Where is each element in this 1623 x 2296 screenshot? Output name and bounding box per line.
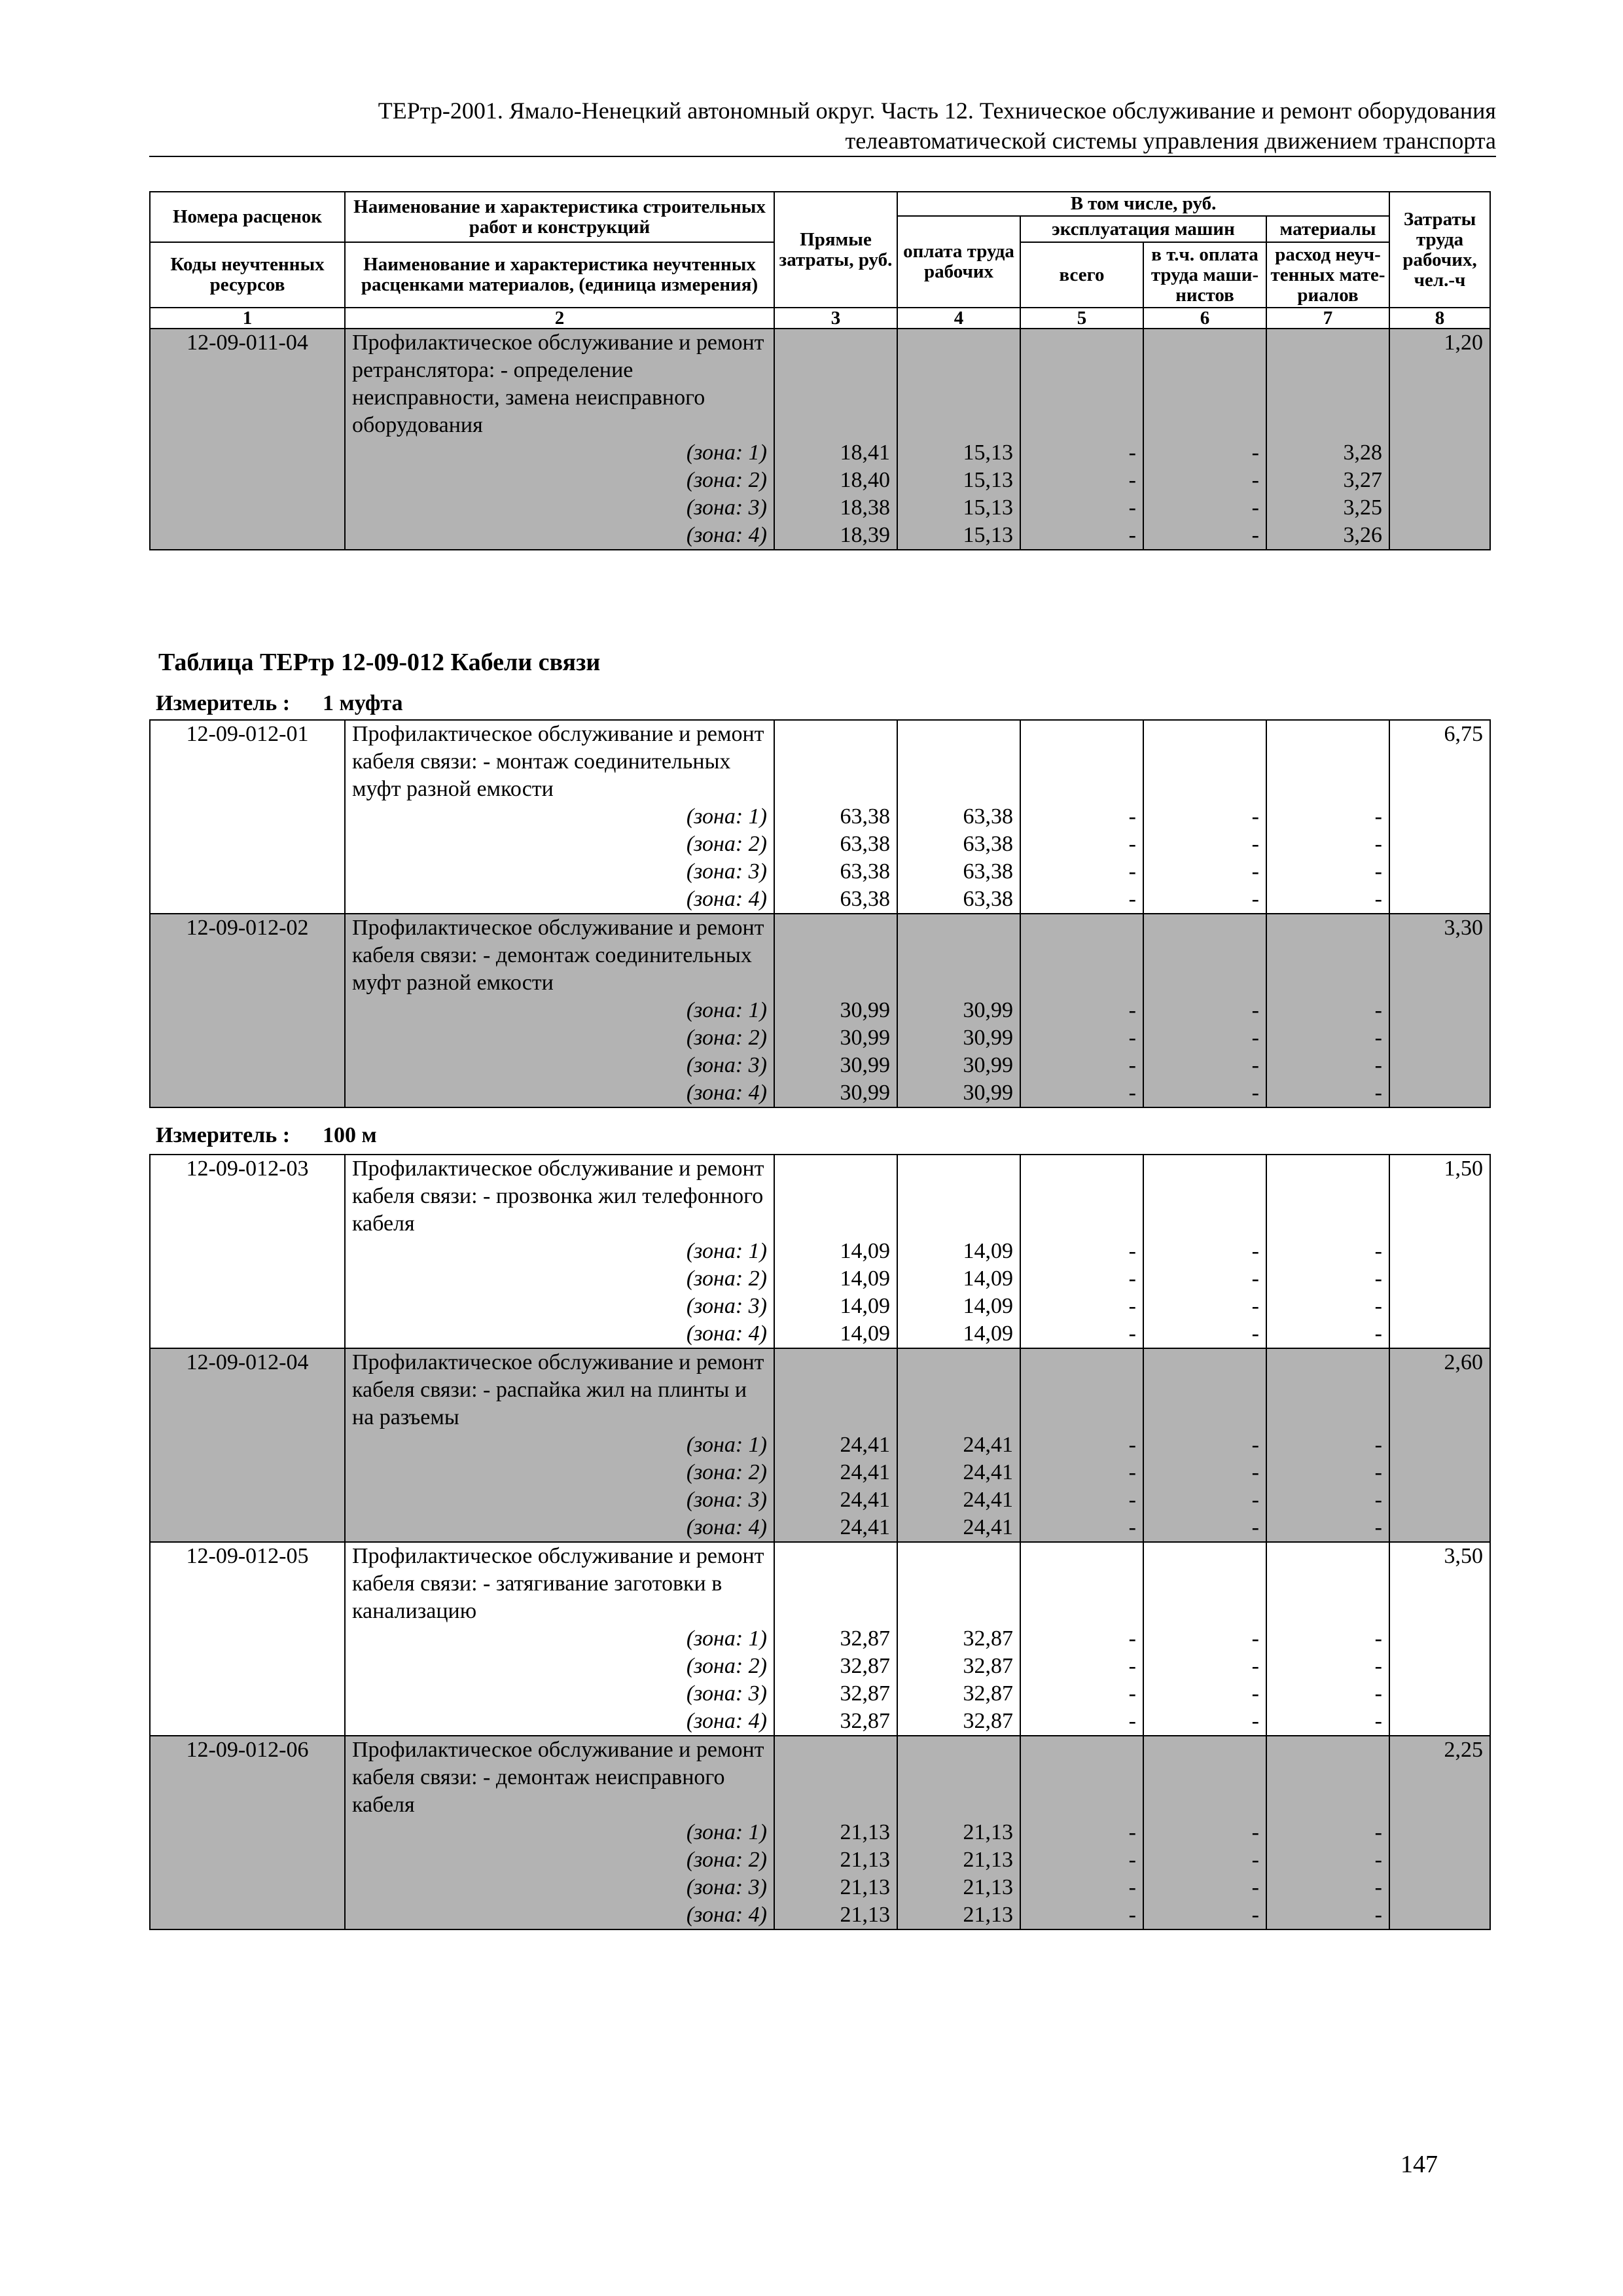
labor-hours-cell: 1,20 (1389, 329, 1490, 550)
operator-pay-cell (1143, 329, 1266, 550)
direct-costs-header: Прямые затраты, руб. (774, 192, 897, 308)
value: 63,38 (840, 887, 890, 911)
value: 15,13 (963, 440, 1013, 465)
rates-table-2 (149, 719, 1491, 1108)
operator-pay-cell (1143, 1348, 1266, 1542)
worker-pay-cell (897, 1542, 1020, 1736)
operator-pay-cell (1143, 720, 1266, 914)
materials-cell (1266, 1736, 1389, 1929)
value: - (1251, 495, 1259, 520)
table-row (150, 914, 1490, 1107)
value: - (1251, 832, 1259, 856)
value: - (1374, 887, 1382, 911)
labor-hours-cell: 1,50 (1389, 1155, 1490, 1348)
value: - (1128, 859, 1136, 884)
value: 30,99 (963, 998, 1013, 1022)
description-text: Профилактическое обслуживание и ремонт кабеля связи: - демонтаж неисправного кабеля (352, 1738, 764, 1817)
zone-label: (зона: 4) (686, 1081, 767, 1105)
value: 14,09 (963, 1321, 1013, 1346)
rate-code: 12-09-012-04 (150, 1348, 345, 1542)
value: - (1251, 1026, 1259, 1050)
value: - (1374, 1515, 1382, 1539)
table-row (150, 1542, 1490, 1736)
materials-cell (1266, 1542, 1389, 1736)
value: - (1128, 1266, 1136, 1291)
labor-hours-cell: 2,25 (1389, 1736, 1490, 1929)
rates-table-3 (149, 1154, 1491, 1930)
table-row (150, 329, 1490, 550)
value: - (1374, 1433, 1382, 1457)
description-text: Профилактическое обслуживание и ремонт кабеля связи: - распайка жил на плинты и на разъемы (352, 1350, 764, 1429)
value: 14,09 (963, 1294, 1013, 1318)
machines-total-cell (1020, 1348, 1143, 1542)
zone-label: (зона: 4) (686, 523, 767, 547)
value: - (1128, 440, 1136, 465)
labor-hours-header: Затраты труда рабочих, чел.-ч (1389, 192, 1490, 308)
zone-label: (зона: 2) (686, 832, 767, 856)
value: - (1251, 468, 1259, 492)
value: - (1251, 1903, 1259, 1927)
value: 32,87 (840, 1709, 890, 1733)
operator-pay-cell (1143, 1542, 1266, 1736)
value: 24,41 (963, 1460, 1013, 1484)
zone-label: (зона: 1) (686, 998, 767, 1022)
value: - (1128, 468, 1136, 492)
value: 30,99 (963, 1081, 1013, 1105)
labor-hours-cell: 3,50 (1389, 1542, 1490, 1736)
value: 32,87 (963, 1709, 1013, 1733)
rate-code: 12-09-012-01 (150, 720, 345, 914)
value: - (1128, 1488, 1136, 1512)
zone-label: (зона: 3) (686, 1681, 767, 1706)
value: - (1251, 1321, 1259, 1346)
value: 32,87 (840, 1626, 890, 1651)
description-text: Профилактическое обслуживание и ремонт кабеля связи: - затягивание заготовки в канализацию (352, 1544, 764, 1623)
materials-cell (1266, 914, 1389, 1107)
work-description (345, 1155, 774, 1348)
value: 24,41 (963, 1488, 1013, 1512)
machines-total-cell (1020, 1736, 1143, 1929)
zone-label: (зона: 1) (686, 1820, 767, 1844)
value: - (1374, 1820, 1382, 1844)
materials-usage-header: расход неуч-тенных мате-риалов (1266, 242, 1389, 308)
zone-label: (зона: 3) (686, 1294, 767, 1318)
worker-pay-cell (897, 1348, 1020, 1542)
machines-total-cell (1020, 914, 1143, 1107)
measure-value: 1 муфта (323, 691, 403, 715)
value: - (1128, 523, 1136, 547)
rate-code: 12-09-012-06 (150, 1736, 345, 1929)
value: 21,13 (840, 1820, 890, 1844)
direct-costs-cell (774, 720, 897, 914)
worker-pay-cell (897, 1155, 1020, 1348)
value: - (1251, 1848, 1259, 1872)
zone-label: (зона: 3) (686, 859, 767, 884)
value: 3,28 (1343, 440, 1383, 465)
value: 21,13 (963, 1903, 1013, 1927)
col2-bottom-header: Наименование и характеристика неучтенных расценками материалов, (единица измерения) (345, 242, 774, 308)
value: 32,87 (963, 1654, 1013, 1678)
materials-header: материалы (1266, 216, 1389, 242)
value: - (1374, 1294, 1382, 1318)
work-description (345, 720, 774, 914)
description-text: Профилактическое обслуживание и ремонт ретранслятора: - определение неисправности, замена неисправного оборудования (352, 331, 764, 437)
machines-total-cell (1020, 1155, 1143, 1348)
value: - (1251, 859, 1259, 884)
zone-label: (зона: 3) (686, 1053, 767, 1077)
measure-line-2 (156, 1122, 377, 1149)
value: 32,87 (840, 1654, 890, 1678)
worker-pay-cell (897, 1736, 1020, 1929)
zone-label: (зона: 2) (686, 1654, 767, 1678)
header-line-2: телеавтоматической системы управления движением транспорта (149, 126, 1496, 157)
header-line-1: ТЕРтр-2001. Ямало-Ненецкий автономный округ. Часть 12. Техническое обслуживание и ремонт оборудования (378, 98, 1496, 124)
value: 63,38 (963, 859, 1013, 884)
section-title: Таблица ТЕРтр 12-09-012 Кабели связи (158, 649, 601, 676)
value: 18,38 (840, 495, 890, 520)
value: 14,09 (840, 1266, 890, 1291)
value: - (1374, 804, 1382, 829)
col1-bottom-header: Коды неучтенных ресурсов (150, 242, 345, 308)
value: - (1374, 1681, 1382, 1706)
zone-label: (зона: 4) (686, 1903, 767, 1927)
value: - (1251, 1488, 1259, 1512)
direct-costs-cell (774, 914, 897, 1107)
value: 21,13 (963, 1820, 1013, 1844)
value: - (1128, 1433, 1136, 1457)
value: - (1128, 1026, 1136, 1050)
direct-costs-cell (774, 1542, 897, 1736)
value: 30,99 (840, 998, 890, 1022)
value: 63,38 (963, 887, 1013, 911)
col1-top-header: Номера расценок (150, 192, 345, 242)
value: 15,13 (963, 495, 1013, 520)
zone-label: (зона: 2) (686, 1460, 767, 1484)
materials-cell (1266, 1155, 1389, 1348)
value: 21,13 (840, 1848, 890, 1872)
value: - (1374, 832, 1382, 856)
direct-costs-cell (774, 329, 897, 550)
value: - (1374, 1460, 1382, 1484)
value: - (1128, 804, 1136, 829)
direct-costs-cell (774, 1348, 897, 1542)
value: - (1251, 1654, 1259, 1678)
value: - (1128, 1875, 1136, 1899)
value: - (1128, 1709, 1136, 1733)
measure-value: 100 м (323, 1123, 377, 1147)
labor-hours-cell: 2,60 (1389, 1348, 1490, 1542)
zone-label: (зона: 4) (686, 1515, 767, 1539)
value: 15,13 (963, 468, 1013, 492)
value: - (1251, 1681, 1259, 1706)
table-header (150, 192, 1490, 329)
machines-total-cell (1020, 720, 1143, 914)
value: - (1251, 1515, 1259, 1539)
value: - (1251, 1433, 1259, 1457)
value: 30,99 (840, 1081, 890, 1105)
value: - (1251, 1053, 1259, 1077)
value: 63,38 (840, 804, 890, 829)
value: - (1251, 1709, 1259, 1733)
value: 18,41 (840, 440, 890, 465)
zone-label: (зона: 3) (686, 495, 767, 520)
value: - (1128, 887, 1136, 911)
value: - (1374, 998, 1382, 1022)
value: 3,25 (1343, 495, 1383, 520)
value: - (1374, 1903, 1382, 1927)
value: - (1128, 1515, 1136, 1539)
table-row (150, 1155, 1490, 1348)
zone-label: (зона: 1) (686, 1626, 767, 1651)
work-description (345, 329, 774, 550)
zone-label: (зона: 1) (686, 804, 767, 829)
value: 24,41 (963, 1515, 1013, 1539)
value: - (1374, 1266, 1382, 1291)
work-description (345, 1736, 774, 1929)
value: 18,40 (840, 468, 890, 492)
value: 14,09 (840, 1294, 890, 1318)
table-body (150, 1155, 1490, 1929)
value: 24,41 (840, 1460, 890, 1484)
machines-total-header: всего (1020, 242, 1143, 308)
value: - (1374, 1654, 1382, 1678)
value: - (1251, 1294, 1259, 1318)
description-text: Профилактическое обслуживание и ремонт кабеля связи: - демонтаж соединительных муфт разной емкости (352, 916, 764, 995)
col-number: 5 (1020, 308, 1143, 329)
description-text: Профилактическое обслуживание и ремонт кабеля связи: - монтаж соединительных муфт разной емкости (352, 722, 764, 801)
zone-label: (зона: 1) (686, 1239, 767, 1263)
value: - (1374, 1488, 1382, 1512)
value: - (1128, 1321, 1136, 1346)
zone-label: (зона: 4) (686, 887, 767, 911)
machines-total-cell (1020, 329, 1143, 550)
col-number: 4 (897, 308, 1020, 329)
work-description (345, 1348, 774, 1542)
value: 21,13 (963, 1875, 1013, 1899)
col-number: 2 (345, 308, 774, 329)
value: - (1251, 1239, 1259, 1263)
value: - (1128, 1294, 1136, 1318)
value: - (1374, 1026, 1382, 1050)
zone-label: (зона: 2) (686, 468, 767, 492)
value: - (1374, 1626, 1382, 1651)
value: - (1251, 1266, 1259, 1291)
value: 3,26 (1343, 523, 1383, 547)
zone-label: (зона: 1) (686, 1433, 767, 1457)
col2-top-header: Наименование и характеристика строительных работ и конструкций (345, 192, 774, 242)
measure-line-1 (156, 691, 403, 717)
value: - (1251, 998, 1259, 1022)
rate-code: 12-09-011-04 (150, 329, 345, 550)
value: - (1251, 804, 1259, 829)
value: 63,38 (963, 832, 1013, 856)
zone-label: (зона: 2) (686, 1266, 767, 1291)
in-total-header: В том числе, руб. (897, 192, 1389, 216)
value: 18,39 (840, 523, 890, 547)
value: 24,41 (840, 1433, 890, 1457)
direct-costs-cell (774, 1155, 897, 1348)
value: - (1251, 1626, 1259, 1651)
value: - (1374, 1053, 1382, 1077)
value: 15,13 (963, 523, 1013, 547)
zone-label: (зона: 4) (686, 1709, 767, 1733)
value: - (1128, 1081, 1136, 1105)
machines-header: эксплуатация машин (1020, 216, 1266, 242)
page-header (149, 96, 1496, 157)
value: - (1128, 1903, 1136, 1927)
value: - (1251, 1820, 1259, 1844)
value: - (1374, 1239, 1382, 1263)
value: - (1128, 832, 1136, 856)
worker-pay-cell (897, 720, 1020, 914)
value: - (1128, 1239, 1136, 1263)
value: 21,13 (840, 1875, 890, 1899)
value: - (1374, 1321, 1382, 1346)
value: 14,09 (963, 1266, 1013, 1291)
zone-label: (зона: 3) (686, 1875, 767, 1899)
zone-label: (зона: 2) (686, 1026, 767, 1050)
table-body (150, 329, 1490, 550)
materials-cell (1266, 720, 1389, 914)
value: 14,09 (963, 1239, 1013, 1263)
value: 21,13 (963, 1848, 1013, 1872)
value: 30,99 (840, 1026, 890, 1050)
work-description (345, 914, 774, 1107)
labor-hours-cell: 6,75 (1389, 720, 1490, 914)
materials-cell (1266, 1348, 1389, 1542)
measure-label: Измеритель : (156, 1123, 291, 1147)
operator-pay-cell (1143, 1736, 1266, 1929)
table-body (150, 720, 1490, 1107)
value: - (1128, 1681, 1136, 1706)
value: - (1128, 495, 1136, 520)
value: 63,38 (840, 832, 890, 856)
measure-label: Измеритель : (156, 691, 291, 715)
value: - (1251, 1875, 1259, 1899)
zone-label: (зона: 4) (686, 1321, 767, 1346)
value: 32,87 (840, 1681, 890, 1706)
value: - (1128, 1460, 1136, 1484)
rate-code: 12-09-012-05 (150, 1542, 345, 1736)
col-number: 3 (774, 308, 897, 329)
value: 14,09 (840, 1321, 890, 1346)
col-number: 1 (150, 308, 345, 329)
value: - (1374, 859, 1382, 884)
labor-hours-cell: 3,30 (1389, 914, 1490, 1107)
rate-code: 12-09-012-03 (150, 1155, 345, 1348)
value: - (1374, 1709, 1382, 1733)
value: 30,99 (963, 1026, 1013, 1050)
zone-label: (зона: 3) (686, 1488, 767, 1512)
value: - (1374, 1875, 1382, 1899)
value: - (1374, 1848, 1382, 1872)
zone-label: (зона: 2) (686, 1848, 767, 1872)
value: 63,38 (840, 859, 890, 884)
rate-code: 12-09-012-02 (150, 914, 345, 1107)
value: - (1374, 1081, 1382, 1105)
value: - (1251, 887, 1259, 911)
value: - (1251, 1460, 1259, 1484)
page-number: 147 (1400, 2151, 1438, 2178)
value: 24,41 (840, 1515, 890, 1539)
value: - (1128, 1654, 1136, 1678)
col-number: 6 (1143, 308, 1266, 329)
value: 30,99 (840, 1053, 890, 1077)
direct-costs-cell (774, 1736, 897, 1929)
operator-pay-cell (1143, 914, 1266, 1107)
value: 3,27 (1343, 468, 1383, 492)
value: - (1251, 523, 1259, 547)
operator-pay-header: в т.ч. оплата труда маши-нистов (1143, 242, 1266, 308)
materials-cell (1266, 329, 1389, 550)
col-number: 8 (1389, 308, 1490, 329)
machines-total-cell (1020, 1542, 1143, 1736)
value: - (1128, 1848, 1136, 1872)
table-row (150, 1348, 1490, 1542)
operator-pay-cell (1143, 1155, 1266, 1348)
rates-table-1 (149, 191, 1491, 550)
value: 32,87 (963, 1626, 1013, 1651)
value: - (1128, 1053, 1136, 1077)
description-text: Профилактическое обслуживание и ремонт кабеля связи: - прозвонка жил телефонного кабеля (352, 1157, 764, 1236)
value: - (1251, 440, 1259, 465)
worker-pay-header: оплата труда рабочих (897, 216, 1020, 308)
value: - (1128, 998, 1136, 1022)
value: 30,99 (963, 1053, 1013, 1077)
table-row (150, 1736, 1490, 1929)
value: 32,87 (963, 1681, 1013, 1706)
worker-pay-cell (897, 329, 1020, 550)
value: 63,38 (963, 804, 1013, 829)
work-description (345, 1542, 774, 1736)
table-row (150, 720, 1490, 914)
worker-pay-cell (897, 914, 1020, 1107)
value: 21,13 (840, 1903, 890, 1927)
value: - (1128, 1626, 1136, 1651)
value: 14,09 (840, 1239, 890, 1263)
value: - (1251, 1081, 1259, 1105)
zone-label: (зона: 1) (686, 440, 767, 465)
value: - (1128, 1820, 1136, 1844)
value: 24,41 (963, 1433, 1013, 1457)
value: 24,41 (840, 1488, 890, 1512)
col-number: 7 (1266, 308, 1389, 329)
